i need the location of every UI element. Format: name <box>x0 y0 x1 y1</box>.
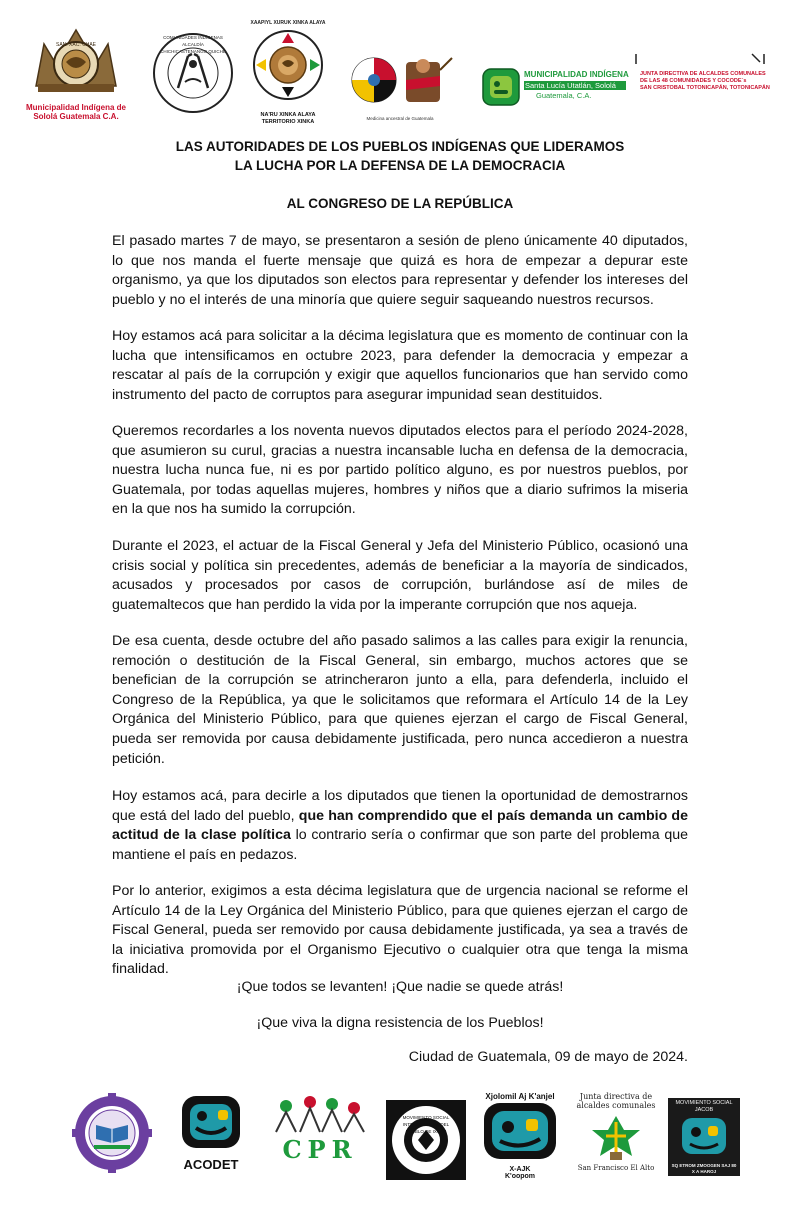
paragraph-2: Hoy estamos acá para solicitar a la décima legislatura que es momento de continuar con la lucha que intensificamos en octubre 2023, para defender la democracia y empezar a rescatar al país de la corrupción y exigir que aquellos funcionarios que han servido como instrumento del pacto de corruptos para asegurar impunidad sean destituidos. <box>112 328 688 403</box>
paragraph-7: Por lo anterior, exigimos a esta décima legislatura que de urgencia nacional se reforme el Artículo 14 de la Ley Orgánica del Ministerio Público, para que quienes ejerzan el cargo de Fiscal General, pueda ser removido por causa debidamente justificada, ya sea a través de la iniciativa promovida por el Organismo Ejecutivo o cualquier otra que tenga la misma finalidad. <box>112 883 688 978</box>
gear-book-icon <box>72 1093 152 1173</box>
xinka-caption-line1: NA'RU XINKA ALAYA <box>260 112 316 118</box>
place-date: Ciudad de Guatemala, 09 de mayo de 2024. <box>408 1049 688 1065</box>
logo-medicina-ancestral <box>344 50 456 122</box>
san-francisco-arc-text: Junta directiva de alcaldes comunales <box>576 1092 656 1110</box>
logo-gear-school <box>72 1093 152 1173</box>
ixcan-ring-text: MOVIMIENTO SOCIAL INTERNACIONAL DEL PUEBLO DE IXCÁN <box>402 1115 450 1134</box>
title-line-2: LA LUCHA POR LA DEFENSA DE LA DEMOCRACIA <box>234 158 566 173</box>
logo-acodet <box>178 1094 244 1172</box>
medicine-wheel-caption: Medicina ancestral de Guatemala <box>366 116 434 121</box>
xinka-top-text: XAAPIYL XURUK XINKA ALAYA <box>250 20 326 26</box>
totonicapan-line2: DE LAS 48 COMUNIDADES Y COCODE´s <box>640 78 747 84</box>
logo-movimiento-social-ixcan <box>386 1100 466 1180</box>
santa-lucia-line2: Santa Lucía Utatlán, Sololá <box>524 81 626 90</box>
logo-chichicastenango <box>152 32 234 114</box>
logo-xjolomil <box>478 1092 562 1182</box>
slogan-2: ¡Que viva la digna resistencia de los Pueblos! <box>256 1015 544 1031</box>
totonicapan-line1: JUNTA DIRECTIVA DE ALCALDES COMUNALES <box>640 71 766 77</box>
jacob-top-text: MOVIMIENTO SOCIAL JACOB <box>675 1100 733 1113</box>
slogan-1: ¡Que todos se levanten! ¡Que nadie se quede atrás! <box>236 979 564 995</box>
santa-lucia-line3: Guatemala, C.A. <box>536 91 592 100</box>
logo-san-francisco-el-alto <box>572 1090 660 1178</box>
xjolomil-name: Xjolomil Aj K'anjel <box>485 1092 555 1101</box>
medicine-wheel-icon <box>344 50 456 110</box>
paragraph-4: Durante el 2023, el actuar de la Fiscal General y Jefa del Ministerio Público, ocasionó una crisis social y política sin precedentes, además de beneficiar a la mayoría de sindicados, acusados y procesados por casos de corrupción, burlándose así de miles de guatemaltecos que han perdido la vida por la imperante corrupción que nos aqueja. <box>112 538 688 613</box>
logo-solola <box>26 24 126 124</box>
paragraph-6-end: lo contrario sería o confirmar que son parte del problema que mantiene el país en pedazos. <box>112 827 689 863</box>
cpr-people-icon <box>266 1094 374 1134</box>
logo-totonicapan <box>632 52 768 104</box>
logo-parlamento-xinka <box>250 20 326 128</box>
xjolomil-sub2: K'oopom <box>504 1173 536 1180</box>
paragraph-3: Queremos recordarles a los noventa nuevos diputados electos para el período 2024-2028, que asumieron su curul, gracias a nuestra incansable lucha en defensa de la democracia, nuestra lucha nunca fue, ni es por partido político alguno, es por nuestros pueblos, por Guatemala, por todas aquellas mujeres, hombres y niños que a diario sufrimos la miseria en la que nos ha sumido la corrupción. <box>112 423 688 518</box>
logo-cpr <box>266 1094 374 1164</box>
totonicapan-line3: SAN CRISTOBAL TOTONICAPÁN, TOTONICAPÁN <box>640 85 770 91</box>
xinka-caption-line2: TERRITORIO XINKA <box>261 119 315 125</box>
cpr-label: CPR <box>282 1135 358 1164</box>
ixcan-seal-icon <box>386 1100 466 1180</box>
acodet-glyph-icon <box>178 1094 244 1150</box>
paragraph-5: De esa cuenta, desde octubre del año pasado salimos a las calles para exigir la renuncia, remoción o destitución de la Fiscal General, sin embargo, muchos actores que se benefician de la corrupción se atrincheraron junto a ella, para defenderla, incluido el Congreso de la República, ya que le solicitamos que reformara el Artículo 14 de la Ley Orgánica del Ministerio Público, para que quienes ejerzan el cargo de Fiscal General, pueda ser removida por causa debidamente justificada, pero nunca accedieron a nuestra petición. <box>112 633 688 767</box>
paragraph-1: El pasado martes 7 de mayo, se presentaron a sesión de pleno únicamente 40 diputados, lo que nos manda el fuerte mensaje que quizá es hora de empezar a depurar este organismo, ya que los diputados son electos para representar y defender los intereses del pueblo y no el interés de una minoría que quiere seguir saqueando nuestros recursos. <box>112 233 688 308</box>
addressee: AL CONGRESO DE LA REPÚBLICA <box>286 196 514 211</box>
paragraph-6 <box>112 787 688 865</box>
logo-movimiento-jacob <box>668 1098 740 1176</box>
totonicapan-staff-icon <box>632 52 768 66</box>
logo-santa-lucia-utatlan <box>482 66 629 108</box>
jacob-glyph-icon <box>668 1114 740 1158</box>
xjolomil-sub1: X-AJK <box>509 1166 531 1173</box>
solola-seal-text: SAN. XAC. CHAE <box>56 42 97 48</box>
paragraph-6-bold: que han comprendido que el país demanda un cambio de actitud de la clase política <box>112 807 688 844</box>
jacob-bottom-text: SQ ETROM ZMOOGEN SAJ 80 X A HAROJ <box>671 1163 737 1174</box>
solola-caption: Municipalidad Indígena de Sololá Guatemala C.A. <box>26 103 127 121</box>
title-line-1: LAS AUTORIDADES DE LOS PUEBLOS INDÍGENAS QUE LIDERAMOS <box>175 139 625 154</box>
xjolomil-glyph-icon <box>478 1101 562 1161</box>
xinka-emblem-icon <box>250 27 326 107</box>
acodet-label: ACODET <box>183 1157 239 1172</box>
solola-emblem-icon <box>26 24 126 96</box>
chichicastenango-ring-text: COMUNIDADES INDÍGENAS ALCALDÍA CHICHICASTENANGO QUICHÉ <box>160 35 226 54</box>
santa-lucia-line1: MUNICIPALIDAD INDÍGENA <box>524 70 629 79</box>
paragraph-6-start: Hoy estamos acá, para decirle a los diputados que tienen la oportunidad de demostrarnos que está del lado del pueblo, <box>112 788 688 824</box>
santa-lucia-glyph-icon <box>482 68 520 106</box>
san-francisco-place: San Francisco El Alto <box>577 1164 655 1172</box>
